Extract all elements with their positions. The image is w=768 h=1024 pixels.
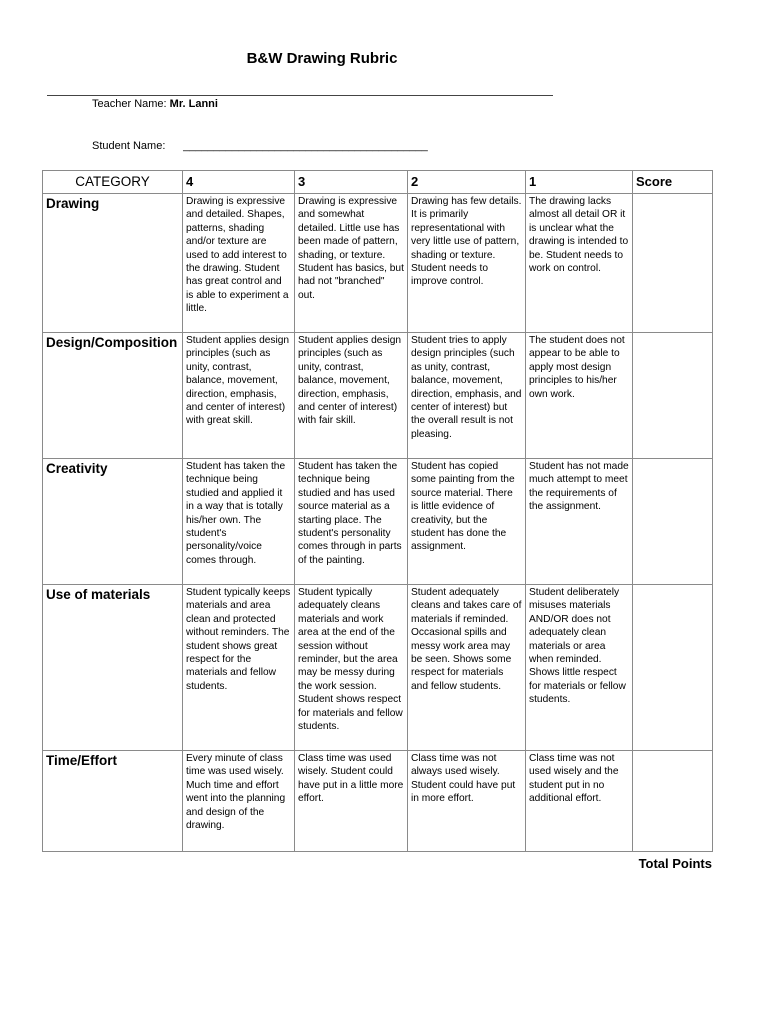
header-category: CATEGORY <box>43 171 183 194</box>
score-cell[interactable] <box>633 194 713 333</box>
level-1-cell: Student deliberately misuses materials AND/OR does not adequately clean materials or area when reminded. Shows little respect for materials or fellow students. <box>526 585 633 751</box>
level-4-cell: Every minute of class time was used wisely. Much time and effort went into the planning and design of the drawing. <box>183 751 295 852</box>
student-name-blank: ________________________________________ <box>183 140 428 152</box>
level-3-cell: Class time was used wisely. Student could have put in a little more effort. <box>295 751 408 852</box>
level-4-cell: Student applies design principles (such as unity, contrast, balance, movement, direction, emphasis, and center of interest) with great skill. <box>183 333 295 459</box>
title-divider <box>47 95 553 96</box>
level-2-cell: Class time was not always used wisely. Student could have put in more effort. <box>408 751 526 852</box>
level-4-cell: Drawing is expressive and detailed. Shapes, patterns, shading and/or texture are used to add interest to the drawing. Student has great control and is able to experiment a little. <box>183 194 295 333</box>
page-title: B&W Drawing Rubric <box>246 50 398 67</box>
level-2-cell: Student tries to apply design principles (such as unity, contrast, balance, movement, direction, emphasis, and center of interest) but the overall result is not pleasing. <box>408 333 526 459</box>
level-2-cell: Student has copied some painting from the source material. There is little evidence of creativity, but the student has done the assignment. <box>408 459 526 585</box>
level-1-cell: The drawing lacks almost all detail OR it is unclear what the drawing is intended to be. Student needs to work on control. <box>526 194 633 333</box>
category-cell: Time/Effort <box>43 751 183 852</box>
header-score: Score <box>633 171 713 194</box>
header-2: 2 <box>408 171 526 194</box>
student-name-row <box>92 140 428 152</box>
level-3-cell: Student typically adequately cleans materials and work area at the end of the session without reminder, but the area may be messy during the work session. Student shows respect for materials and fellow students. <box>295 585 408 751</box>
header-3: 3 <box>295 171 408 194</box>
category-cell: Design/Composition <box>43 333 183 459</box>
table-row <box>43 194 713 333</box>
level-2-cell: Drawing has few details. It is primarily representational with very little use of pattern, shading or texture. Student needs to improve control. <box>408 194 526 333</box>
header-row <box>43 171 713 194</box>
level-2-cell: Student adequately cleans and takes care of materials if reminded. Occasional spills and messy work area may be seen. Shows some respect for materials and fellow students. <box>408 585 526 751</box>
category-cell: Use of materials <box>43 585 183 751</box>
header-4: 4 <box>183 171 295 194</box>
level-1-cell: Student has not made much attempt to meet the requirements of the assignment. <box>526 459 633 585</box>
rubric-table <box>42 170 713 852</box>
level-3-cell: Drawing is expressive and somewhat detailed. Little use has been made of pattern, shading, or texture. Student has basics, but had not "branched" out. <box>295 194 408 333</box>
teacher-name-label: Teacher Name: <box>92 98 167 110</box>
score-cell[interactable] <box>633 585 713 751</box>
level-3-cell: Student has taken the technique being studied and has used source material as a starting place. The student's personality comes through in parts of the painting. <box>295 459 408 585</box>
category-cell: Creativity <box>43 459 183 585</box>
category-cell: Drawing <box>43 194 183 333</box>
level-3-cell: Student applies design principles (such as unity, contrast, balance, movement, direction, emphasis, and center of interest) with fair skill. <box>295 333 408 459</box>
table-row <box>43 585 713 751</box>
level-4-cell: Student has taken the technique being studied and applied it in a way that is totally his/her own. The student's personality/voice comes through. <box>183 459 295 585</box>
level-1-cell: The student does not appear to be able to apply most design principles to his/her own work. <box>526 333 633 459</box>
teacher-name-value: Mr. Lanni <box>169 98 218 110</box>
table-row <box>43 751 713 852</box>
teacher-name-row <box>92 98 218 110</box>
student-name-label: Student Name: <box>92 140 166 152</box>
level-1-cell: Class time was not used wisely and the student put in no additional effort. <box>526 751 633 852</box>
level-4-cell: Student typically keeps materials and area clean and protected without reminders. The student shows great respect for the materials and fellow students. <box>183 585 295 751</box>
score-cell[interactable] <box>633 751 713 852</box>
header-1: 1 <box>526 171 633 194</box>
score-cell[interactable] <box>633 459 713 585</box>
table-row <box>43 333 713 459</box>
score-cell[interactable] <box>633 333 713 459</box>
table-row <box>43 459 713 585</box>
total-points-label: Total Points <box>638 856 712 871</box>
